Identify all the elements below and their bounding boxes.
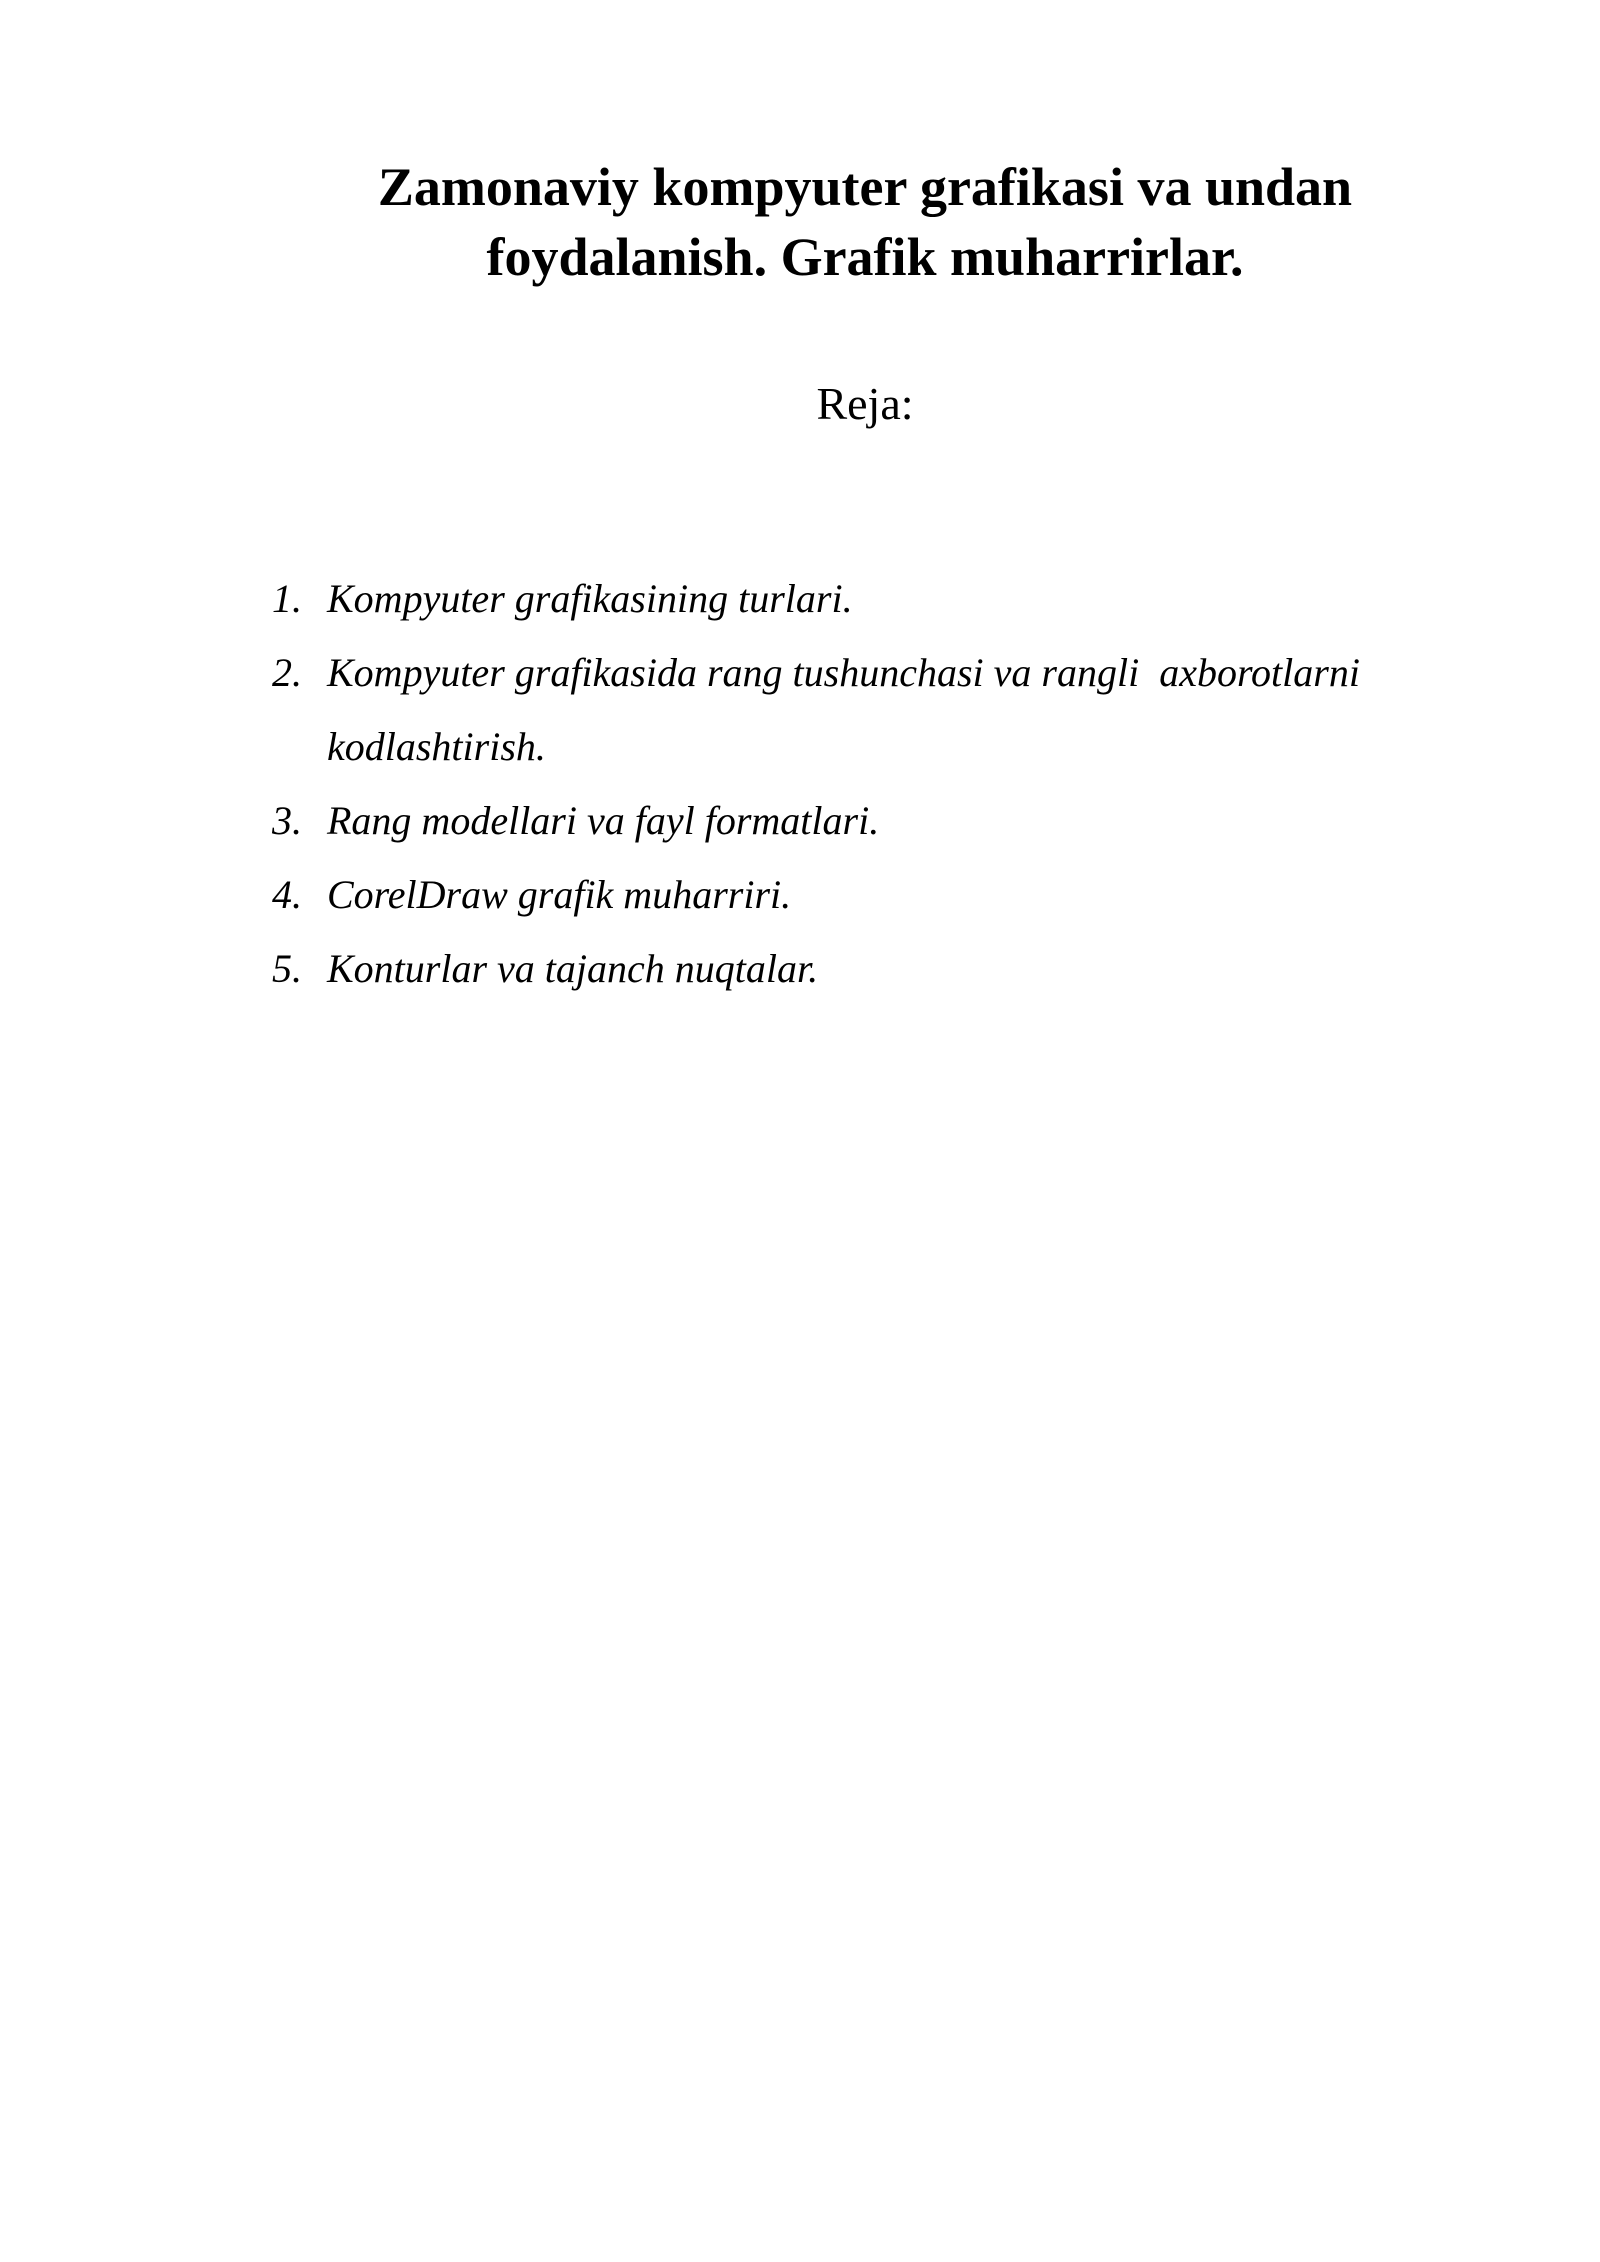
plan-item-text: Kompyuter grafikasida rang tushunchasi va rangli axborotlarni kodlashtirish. xyxy=(327,650,1370,769)
plan-item xyxy=(272,636,1472,784)
plan-item xyxy=(272,858,1472,932)
plan-item-number: 4. xyxy=(272,872,302,917)
plan-heading: Reja: xyxy=(816,378,914,429)
document-title: Zamonaviy kompyuter grafikasi va undan foydalanish. Grafik muharrirlar. xyxy=(377,157,1353,287)
plan-item-number: 2. xyxy=(272,650,302,695)
plan-item xyxy=(272,932,1472,1006)
plan-item-text: Rang modellari va fayl formatlari. xyxy=(327,798,880,843)
plan-item-number: 1. xyxy=(272,576,302,621)
plan-item-text: CorelDraw grafik muharriri. xyxy=(327,872,792,917)
plan-item xyxy=(272,562,1472,636)
plan-item xyxy=(272,784,1472,858)
plan-item-text: Konturlar va tajanch nuqtalar. xyxy=(327,946,819,991)
plan-item-number: 5. xyxy=(272,946,302,991)
plan-item-text: Kompyuter grafikasining turlari. xyxy=(327,576,853,621)
plan-item-number: 3. xyxy=(272,798,302,843)
plan-list xyxy=(272,562,1472,1006)
